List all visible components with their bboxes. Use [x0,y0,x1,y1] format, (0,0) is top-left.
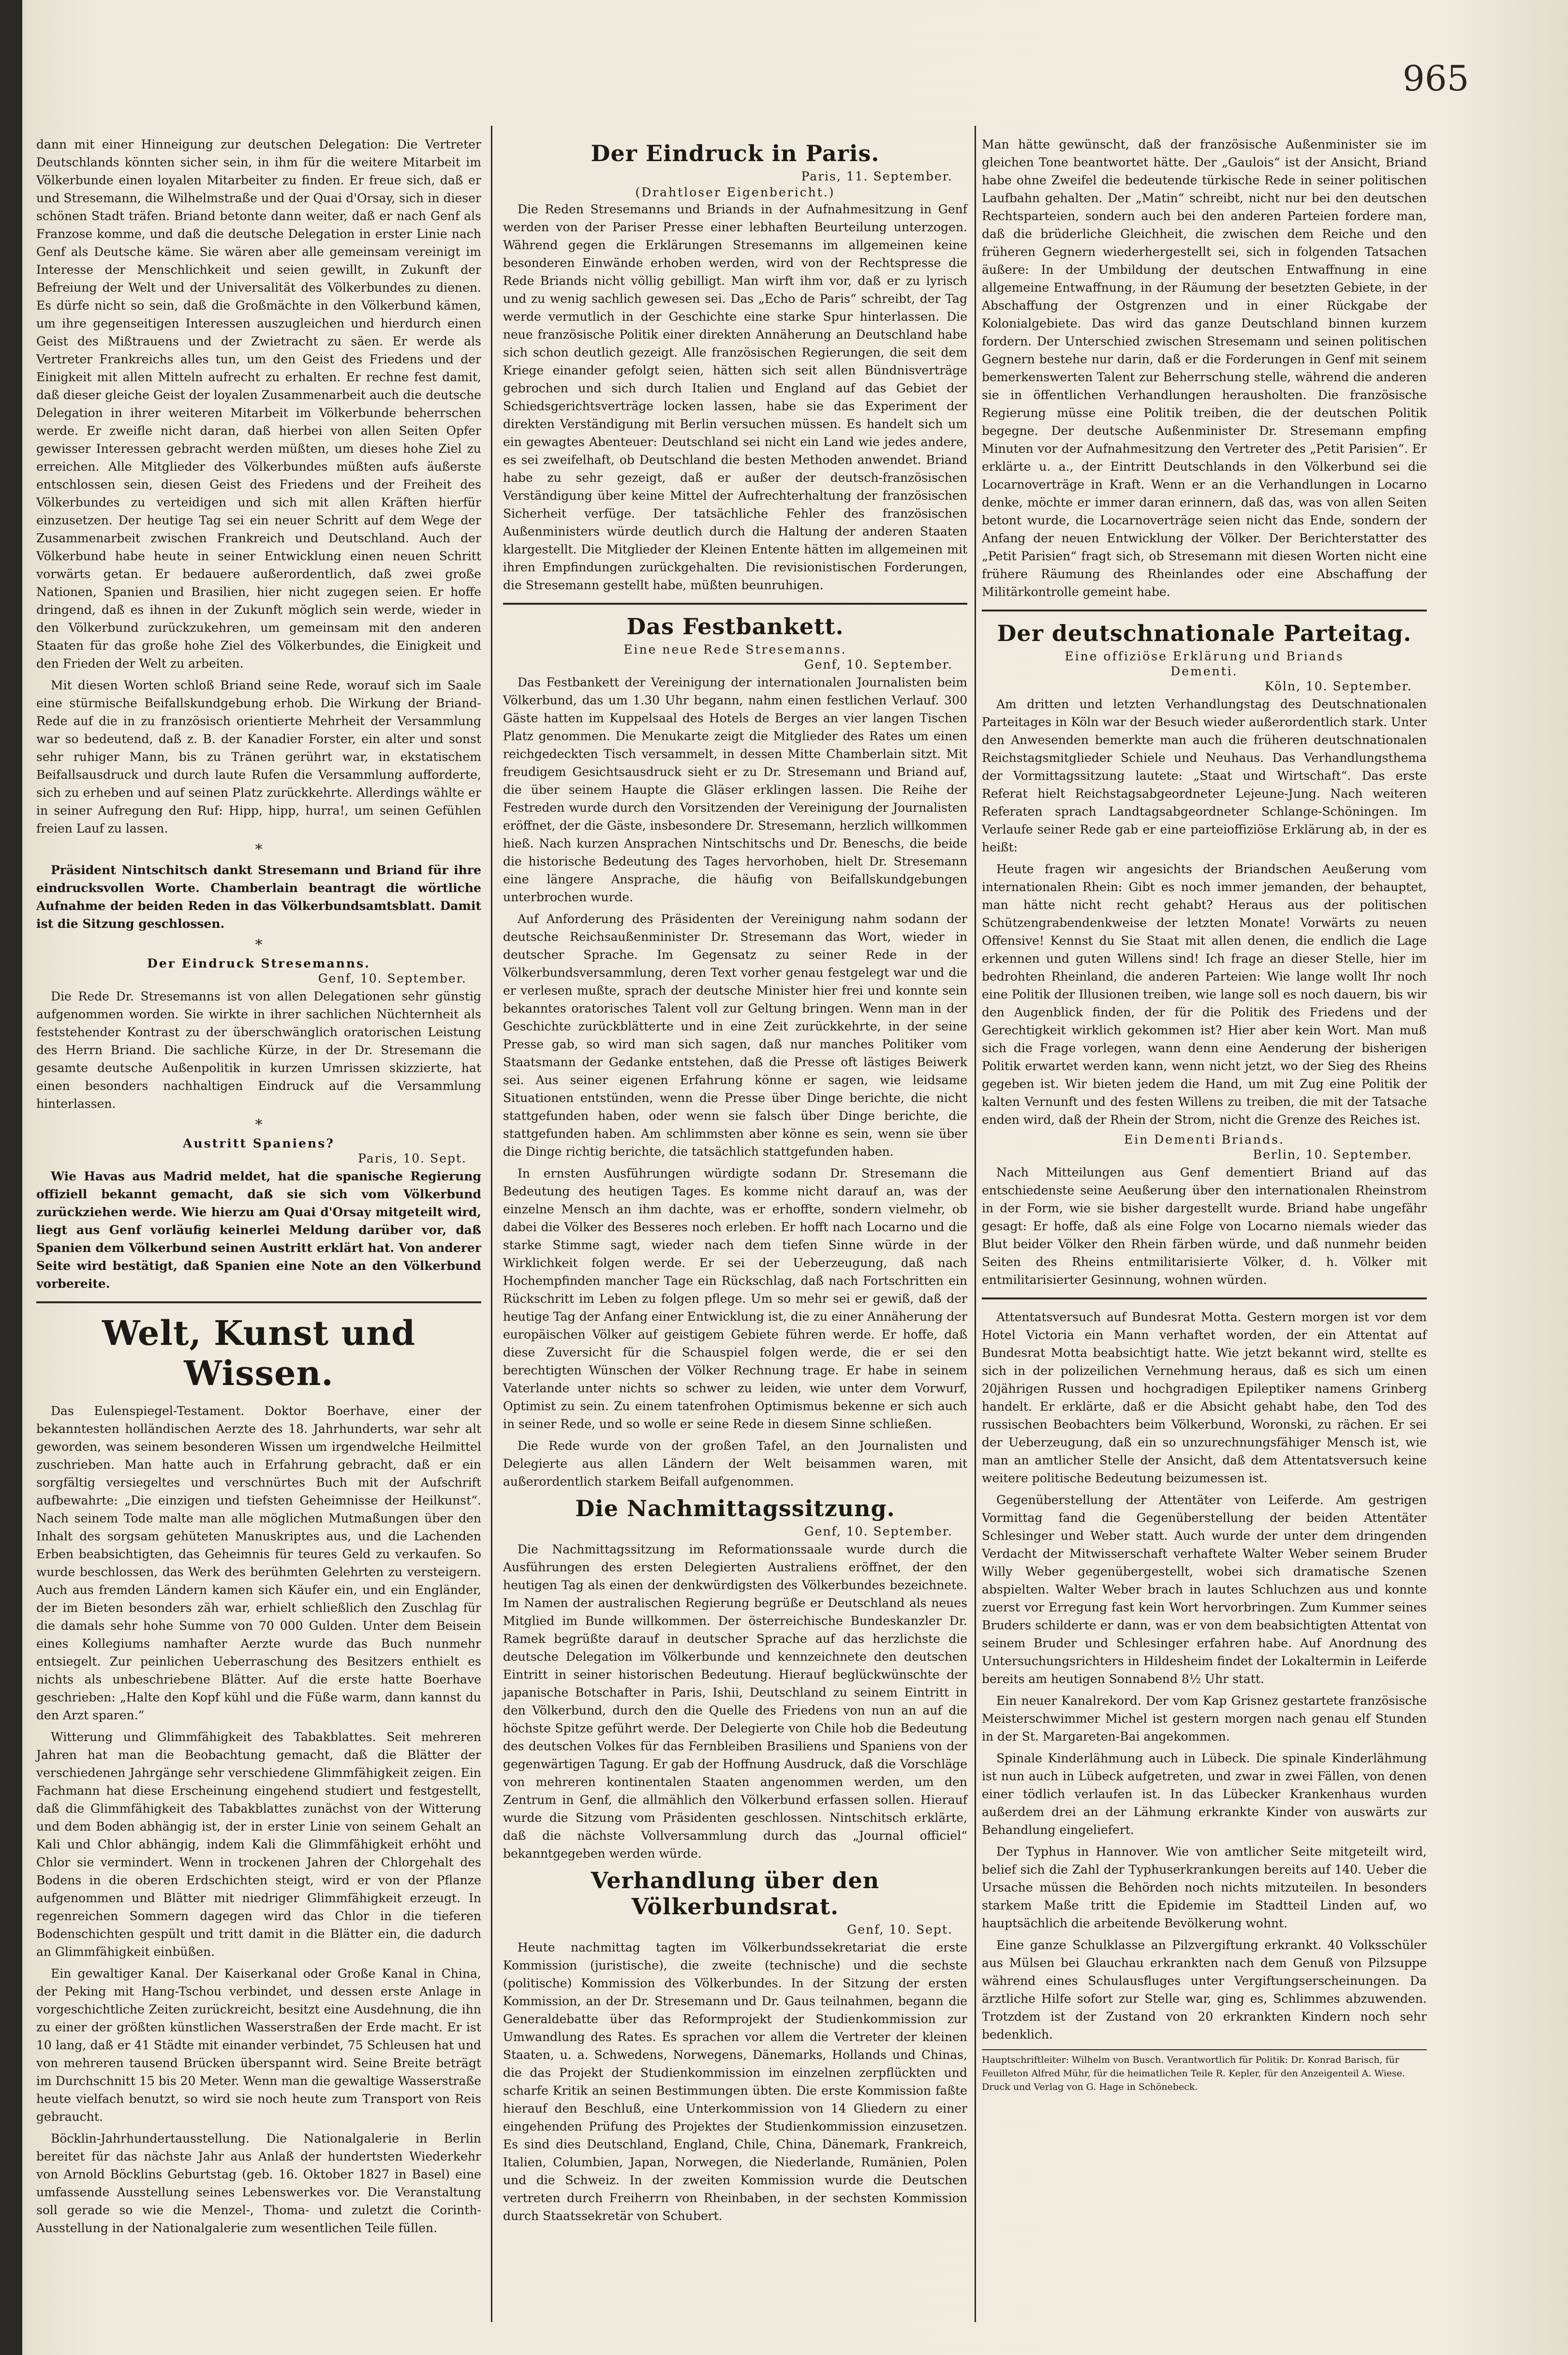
dateline: Paris, 11. September. [801,169,953,183]
parteitag-headline: Der deutschnationale Parteitag. [997,620,1412,646]
bankett-headline: Das Festbankett. [626,613,844,640]
news-item: Eine ganze Schulklasse an Pilzvergiftung erkrankt. 40 Volksschüler aus Mülsen bei Glauchau erkrankten nach dem Genuß von Pilzsuppe während eines Schulausfluges unter Vergiftungserscheinungen. Da ärztliche Hilfe sofort zur Stelle war, ging es, Schlimmes abzuwenden. Trotzdem ist der Zustand von 20 erkrankten Kindern noch sehr bedenklich. [982,1938,1427,2042]
news-item: Ein neuer Kanalrekord. Der vom Kap Grisnez gestartete französische Meisterschwimmer Michel ist gestern morgen nach genau elf Stunden in der St. Margareten-Bai angekommen. [982,1694,1427,1744]
article-text: Heute nachmittag tagten im Völkerbundssekretariat die erste Kommission (juristische), die zweite (technische) und die sechste (politische) Kommission des Völkerbundes. In der Sitzung der ersten Kommission, an der Dr. Stresemann und Dr. Gaus teilnahmen, begann die Generaldebatte über das Reformprojekt der Studienkommission zur Umwandlung des Rates. Es sprachen vor allem die Vertreter der kleinen Staaten, u. a. Schwedens, Norwegens, Dänemarks, Hollands und Chinas, die das Projekt der Studienkommission im einzelnen zerpflückten und scharfe Kritik an seinen Bestimmungen übten. Die erste Kommission faßte hierauf den Beschluß, eine Unterkommission von 14 Gliedern zu einer eingehenden Prüfung des Projektes der Studienkommission einzusetzen. Es sind dies Deutschland, England, Chile, China, Dänemark, Frankreich, Italien, Columbien, Japan, Norwegen, die Niederlande, Rumänien, Polen und die Schweiz. In der zweiten Kommission wurde die Deutschen vertreten durch Freiherrn von Rheinbaben, in der sechsten Kommission durch Staatssekretär von Schubert. [503,1940,967,2223]
feuilleton-title: Welt, Kunst und Wissen. [102,1313,416,1393]
news-item: Der Typhus in Hannover. Wie von amtlicher Seite mitgeteilt wird, belief sich die Zahl der Typhuserkrankungen bereits auf 140. Ueber die Ursache müssen die Behörden noch nichts mitzuteilen. In besonders starkem Maße tritt die Epidemie im Stadtteil Linden auf, wo hauptsächlich die arbeitende Bevölkerung wohnt. [982,1845,1427,1930]
subheadline: Eine neue Rede Stresemanns. [623,642,847,656]
news-item: Attentatsversuch auf Bundesrat Motta. Gestern morgen ist vor dem Hotel Victoria ein Mann verhaftet worden, der ein Attentat auf Bundesrat Motta beabsichtigt hatte. Wie jetzt bekannt wird, stellte es sich in der polizeilichen Vernehmung heraus, daß es sich um einen 20jährigen Russen und hochgradigen Epileptiker namens Grinberg handelt. Er erklärte, daß er die Absicht gehabt habe, den Tod des russischen Beobachters beim Völkerbund, Woronski, zu rächen. Er sei der Ueberzeugung, daß ein so unzurechnungsfähiger Mensch ist, wie man an amtlicher Stelle der Ansicht, daß dem Attentatsversuch keine weitere politische Bedeutung beizumessen ist. [982,1310,1427,1485]
article-text: Heute fragen wir angesichts der Briandschen Aeußerung vom internationalen Rhein: Gibt es noch immer jemanden, der behauptet, man hätte nicht recht gehabt? Heraus aus der politischen Schützengrabendenkweise der letzten Monate! Vorwärts zu neuen Offensive! Kennst du Sie Staat mit allen denen, die endlich die Lage erkennen und guten Willens sind! Ich frage an dieser Stelle, hier im bedrohten Rheinland, die anderen Parteien: Wie lange wollt Ihr noch eine Politik der Illusionen treiben, wie lange soll es noch dauern, bis wir den Augenblick finden, der für die Politik des Friedens und der Gerechtigkeit wirklich gekommen ist? Hier aber kein Wort. Man muß sich die Frage vorlegen, wann denn eine Aenderung der bisherigen Politik erwartet werden kann, wenn nicht jetzt, wo der Sieg des Rheins gegeben ist. Wir bieten jedem die Hand, um mit Zug eine Politik der kalten Vernunft und des festen Willens zu treiben, die mit der Tatsache enden wird, daß der Rhein der Strom, nicht die Grenze des Reiches ist. [982,862,1427,1127]
feuilleton-item: Ein gewaltiger Kanal. Der Kaiserkanal oder Große Kanal in China, der Peking mit Hang-Tschou verbindet, und dessen erste Anlage in vorgeschichtliche Zeiten zurückreicht, besitzt eine Ausdehnung, die ihn zu einer der größten künstlichen Wasserstraßen der Erde macht. Er ist 10 lang, daß er 41 Städte mit einander verbindet, 75 Schleusen hat und von mehreren tausend Brücken überspannt wird. Seine Breite beträgt im Durchschnitt 15 bis 20 Meter. Wenn man die gewaltige Wasserstraße heute vielfach benutzt, so wird sie noch heute zum Transport von Reis gebraucht. [36,1967,481,2124]
column-2 [503,135,967,2229]
president-note: Präsident Nintschitsch dankt Stresemann und Briand für ihre eindrucksvollen Worte. Chamberlain beantragt die wörtliche Aufnahme der beiden Reden in das Völkerbundsamtsblatt. Damit ist die Sitzung geschlossen. [36,863,481,931]
feuilleton-item: Witterung und Glimmfähigkeit des Tabakblattes. Seit mehreren Jahren hat man die Beobachtung gemacht, daß die Blätter der verschiedenen Jahrgänge sehr verschiedene Glimmfähigkeit zeigen. Ein Fachmann hat diese Erscheinung eingehend studiert und festgestellt, daß die Glimmfähigkeit des Tabakblattes zunächst von der Witterung und dem Boden abhängig ist, der in erster Linie von seinem Gehalt an Kali und Chlor abhängig, indem Kali die Glimmfähigkeit erhöht und Chlor sie vermindert. Wenn in trockenen Jahren der Chlorgehalt des Bodens in die oberen Erdschichten steigt, wird er von der Pflanze aufgenommen und Blätter mit niedriger Glimmfähigkeit erzeugt. In regenreichen Sommern dagegen wird das Chlor in die tieferen Bodenschichten gespült und tritt damit in die Blätter ein, die dadurch an Glimmfähigkeit einbüßen. [36,1730,481,1959]
separator-star: * [255,841,263,858]
section-divider [982,610,1427,611]
article-text: Wie Havas aus Madrid meldet, hat die spanische Regierung offiziell bekannt gemacht, daß sie sich vom Völkerbund zurückziehen werde. Wie hierzu am Quai d'Orsay mitgeteilt wird, liegt aus Genf vorläufig keinerlei Meldung darüber vor, daß Spanien dem Völkerbund seinen Austritt erklärt hat. Von anderer Seite wird bestätigt, daß Spanien eine Note an den Völkerbund vorbereite. [36,1169,481,1291]
subheadline: Eine offiziöse Erklärung und Briands [1065,649,1344,663]
column-rule-1 [491,126,492,2322]
feuilleton-item: Böcklin-Jahrhundertausstellung. Die Nationalgalerie in Berlin bereitet für das nächste Jahr aus Anlaß der hundertsten Wiederkehr von Arnold Böcklins Geburtstag (geb. 16. Oktober 1827 in Basel) eine umfassende Ausstellung seines Lebenswerkes vor. Die Veranstaltung soll gerade so wie die Menzel-, Thoma- und zuletzt die Corinth-Ausstellung in der Nationalgalerie zum wesentlichen Teile füllen. [36,2131,481,2235]
article-text: In ernsten Ausführungen würdigte sodann Dr. Stresemann die Bedeutung des heutigen Tages. Es komme nicht darauf an, was der einzelne Mensch an ihm dachte, was er erhoffte, sondern vielmehr, ob dabei die Völker des Besseres noch erleben. Er hofft nach Locarno und die starke Stimme sagt, wieder nach dem tiefen Sinne würde in der Wirklichkeit folgen werde. Er sei der Ueberzeugung, daß nach Hochempfinden mancher Tage ein Rückschlag, daß nach Fortschritten ein Rückschritt im Leben zu folgen pflege. Um so mehr sei er gewiß, daß der heutige Tag der Anfang einer Entwicklung ist, die zu einer Annäherung der europäischen Völker auf geistigem Gebiete führen werde. Er hoffe, daß diese Zuversicht für die Schauspiel folgen werde, die er sei den berechtigten Wünschen der Völker Rechnung trage. Er habe in seinem Vaterlande unter nichts so schwer zu leiden, wie unter dem Vorwurf, Optimist zu sein. Zu einem tatenfrohen Optimismus bekenne er sich auch in seiner Rede, und so wolle er seine Rede in diesem Sinne schließen. [503,1166,967,1431]
column-3 [982,135,1427,2094]
article-text: Man hätte gewünscht, daß der französische Außenminister sie im gleichen Tone beantwortet hätte. Der „Gaulois“ ist der Ansicht, Briand habe ohne Zweifel die bedeutende türkische Rede in seiner politischen Laufbahn gehalten. Der „Matin“ schreibt, nicht nur bei den deutschen Rechtsparteien, sondern auch bei den anderen Parteien fordere man, daß die brüderliche Gleichheit, die zwischen dem Reiche und den früheren Gegnern wiederhergestellt sei, sich in folgenden Tatsachen äußere: In der Umbildung der deutschen Entwaffnung in eine allgemeine Entwaffnung, in der Räumung der besetzten Gebiete, in der Abschaffung der Ostgrenzen und in einer Rückgabe der Kolonialgebiete. Das wird das ganze Deutschland binnen kurzem fordern. Der Unterschied zwischen Stresemann und seinen politischen Gegnern bestehe nur darin, daß er die Forderungen in Genf mit seinem bemerkenswerten Talent zur Beherrschung stelle, während die anderen sie in öffentlichen Verhandlungen herausholten. Die französische Regierung müsse eine Politik treiben, die der deutschen Politik begegne. Der deutsche Außenminister Dr. Stresemann empfing Minuten vor der Aufnahmesitzung den Vertreter des „Petit Parisien“. Er erklärte u. a., der Eintritt Deutschlands in den Völkerbund sei die Locarnoverträge in Kraft. Wenn er an die Verhandlungen in Locarno denke, möchte er immer daran erinnern, daß das, was von allen Seiten betont wurde, die Locarnoverträge seien nicht das Ende, sondern der Anfang der neuen Entwicklung der Völker. Der Berichterstatter des „Petit Parisien“ fragt sich, ob Stresemann mit diesen Worten nicht eine frühere Räumung des Rheinlandes oder eine Abschaffung der Militärkontrolle gemeint habe. [982,137,1427,599]
section-divider [503,603,967,605]
dateline: Paris, 10. Sept. [358,1151,467,1165]
column-rule-2 [975,126,976,2322]
dateline: Berlin, 10. September. [1253,1148,1412,1162]
paris-headline: Der Eindruck in Paris. [591,140,880,166]
section-divider [36,1301,481,1303]
separator-star: * [255,1117,263,1133]
article-text: Die Reden Stresemanns und Briands in der Aufnahmesitzung in Genf werden von der Pariser Presse einer lebhaften Beurteilung unterzogen. Während gegen die Erklärungen Stresemanns im allgemeinen keine besonderen Einwände erhoben werden, wird von der Rechtspresse die Rede Briands nicht völlig gebilligt. Man wirft ihm vor, daß er zu lyrisch und zu wenig sachlich gewesen sei. Das „Echo de Paris“ schreibt, der Tag werde vermutlich in der Geschichte eine starke Spur hinterlassen. Die neue französische Politik einer direkten Annäherung an Deutschland habe sich schon deutlich gezeigt. Alle französischen Regierungen, die seit dem Kriege einander gefolgt seien, hätten sich seit allen Bündnisverträge gebrochen und sich durch Italien und England auf das Gebiet der Schiedsgerichtsverträge locken lassen, habe sie das Experiment der direkten Verständigung mit Berlin versuchen müssen. Es handelt sich um ein gewagtes Abenteuer: Deutschland sei nicht ein Land wie jedes andere, es sei zweifelhaft, ob Deutschland die besten Methoden anwendet. Briand habe zu sehr gezeigt, daß er außer der deutsch-französischen Verständigung über keine Mittel der Aufrechterhaltung der französischen Sicherheit verfüge. Der tatsächliche Fehler des französischen Außenministers würde deutlich durch die Haltung der anderen Staaten klargestellt. Die Mitglieder der Kleinen Entente hätten im allgemeinen mit ihren Empfindungen zurückgehalten. Die revisionistischen Forderungen, die Stresemann gestellt habe, müßten beunruhigen. [503,202,967,592]
article-text: Auf Anforderung des Präsidenten der Vereinigung nahm sodann der deutsche Reichsaußenminister Dr. Stresemann das Wort, wieder in deutscher Sprache. Im Gegensatz zu seiner Rede in der Völkerbundsversammlung, deren Text vorher genau festgelegt war und die er verlesen mußte, sprach der deutsche Minister hier frei und konnte sein bekanntes oratorisches Talent voll zur Geltung bringen. Wenn man in der Geschichte zurückblätterte und in eine Zeit zurückkehrte, in der seine Presse gab, so wird man sich sagen, daß nur manches Politiker vom Staatsmann der Gedanke entstehen, daß die Presse oft lästiges Beiwerk sei. Aus seiner eigenen Erfahrung könne er sagen, wie leidsame Situationen entstünden, wenn die Presse über Dinge berichte, die nicht stattgefunden haben, oder wenn sie falsch über Dinge berichte, die stattgefunden haben. Am schlimmsten aber könne es sein, wenn sie über die Dinge richtig berichte, die tatsächlich stattgefunden haben. [503,912,967,1159]
separator-star: * [255,937,263,954]
verhandlung-headline: Verhandlung über den Völkerbundsrat. [591,1867,880,1920]
dateline: Genf, 10. September. [318,971,467,985]
article-text: Am dritten und letzten Verhandlungstag des Deutschnationalen Parteitages in Köln war der Besuch wieder außerordentlich stark. Unter den Anwesenden bemerkte man auch die früheren deutschnationalen Reichstagsmitglieder Schiele und Neuhaus. Das Verhandlungsthema der Vormittagssitzung lautete: „Staat und Wirtschaft“. Das erste Referat hielt Reichstagsabgeordneter Lejeune-Jung. Nach weiteren Referaten sprach Landtagsabgeordneter Schlange-Schöningen. Im Verlaufe seiner Rede gab er eine parteioffiziöse Erklärung ab, in der es heißt: [982,697,1427,854]
article-text: Das Festbankett der Vereinigung der internationalen Journalisten beim Völkerbund, das um 1.30 Uhr begann, nahm einen festlichen Verlauf. 300 Gäste hatten im Kuppelsaal des Hotels de Berges an vier langen Tischen Platz genommen. Die Menukarte zeigt die Mitglieder des Rates um einen reichgedeckten Tisch versammelt, in dessen Mitte Chamberlain sitzt. Mit freudigem Gesichtsausdruck sieht er zu Dr. Stresemann und Briand auf, die über seinem Haupte die Gläser erklingen lassen. Die Reihe der Festreden wurde durch den Vorsitzenden der Vereinigung der Journalisten eröffnet, der die Gäste, insbesondere Dr. Stresemann, herzlich willkommen hieß. Nach kurzen Ansprachen Nintschitschs und Dr. Beneschs, die beide die historische Bedeutung des Tages hervorhoben, hielt Dr. Stresemann eine längere Ansprache, die häufig von Beifallskundgebungen unterbrochen wurde. [503,675,967,904]
subheadline: Dementi. [1170,664,1238,678]
news-item: Gegenüberstellung der Attentäter von Leiferde. Am gestrigen Vormittag fand die Gegenüberstellung der beiden Attentäter Schlesinger und Weber statt. Auch wurde der unter dem dringenden Verdacht der Mitwisserschaft verhaftete Walter Weber seinem Bruder Willy Weber gegenübergestellt, wobei sich dramatische Szenen abspielten. Walter Weber brach in lautes Schluchzen aus und konnte zuerst vor Erregung fast kein Wort hervorbringen. Zum Kummer seines Bruders schilderte er dann, was er von dem beabsichtigten Attentat von seinem Bruder und Schlesinger erfahren habe. Auf Anordnung des Untersuchungsrichters in Hildesheim findet der Lokaltermin in Leiferde bereits am heutigen Sonnabend 8½ Uhr statt. [982,1493,1427,1686]
dateline: Genf, 10. September. [804,1524,953,1538]
briand-speech-paragraph: Mit diesen Worten schloß Briand seine Rede, worauf sich im Saale eine stürmische Beifallskundgebung erhob. Die Wirkung der Briand-Rede auf die in zu französisch orientierte Mehrheit der Versammlung war so bedeutend, daß z. B. der Kanadier Forster, ein alter und sonst sehr ruhiger Mann, bis zu Tränen gerührt war, in ekstatischem Beifallsausdruck und durch laute Rufen die Versammlung aufforderte, sich zu erheben und auf seinen Platz zurückkehrte. Allerdings wählte er in seiner Aufregung den Ruf: Hipp, hipp, hurra!, um seinen Gefühlen freien Lauf zu lassen. [36,678,481,835]
briand-speech-paragraph: dann mit einer Hinneigung zur deutschen Delegation: Die Vertreter Deutschlands könnten sicher sein, in ihm für die weitere Mitarbeit im Völkerbunde einen loyalen Mitarbeiter zu finden. Er freue sich, daß er und Stresemann, die Wilhelmstraße und der Quai d'Orsay, sich in dieser schönen Stadt träfen. Briand betonte dann weiter, daß er nach Genf als Franzose komme, und daß die deutsche Delegation in erster Linie nach Genf als Deutsche käme. Sie wären aber alle gemeinsam vereinigt im Interesse der Menschlichkeit und seien gewillt, in Zukunft der Befreiung der Welt und der Universalität des Völkerbundes zu dienen. Es dürfe nicht so sein, daß die Großmächte in den Völkerbund kämen, um ihre gegenseitigen Interessen auszugleichen und hierdurch einen Geist des Mißtrauens und der Zwietracht zu säen. Er werde als Vertreter Frankreichs alles tun, um den Geist des Friedens und der Einigkeit mit allen Mitteln aufrecht zu erhalten. Er rechne fest damit, daß dieser gleiche Geist der loyalen Zusammenarbeit auch die deutsche Delegation in ihrer weiteren Mitarbeit im Völkerbunde beherrschen werde. Er zweifle nicht daran, daß hierbei von allen Seiten Opfer gewisser Interessen gebracht werden müßten, um dieses hohe Ziel zu erreichen. Alle Mitglieder des Völkerbundes müßten aufs äußerste entschlossen sein, diesen Geist des Friedens und der Freiheit des Völkerbundes zu verteidigen und sich mit allen Kräften hierfür einzusetzen. Der heutige Tag sei ein neuer Schritt auf dem Wege der Zusammenarbeit zwischen Frankreich und Deutschland. Auch der Völkerbund habe heute in seiner Entwicklung einen neuen Schritt vorwärts getan. Er bedauere außerordentlich, daß zwei große Nationen, Spanien und Brasilien, hier nicht zugegen seien. Er hoffe dringend, daß es ihnen in der Zukunft möglich sein werde, wieder in den Völkerbund zurückzukehren, um gemeinsam mit den anderen Staaten für das große hohe Ziel des Völkerbundes, die Einigkeit und den Frieden der Welt zu arbeiten. [36,137,481,671]
article-text: Die Nachmittagssitzung im Reformationssaale wurde durch die Ausführungen des ersten Delegierten Australiens eröffnet, der den heutigen Tag als einen der denkwürdigsten des Völkerbundes bezeichnete. Im Namen der australischen Regierung begrüße er Deutschland als neues Mitglied im Bunde willkommen. Der österreichische Bundeskanzler Dr. Ramek begrüßte darauf in deutscher Sprache auf das herzlichste die deutsche Delegation im Völkerbunde und kennzeichnete den deutschen Eintritt in seiner historischen Bedeutung. Hierauf beglückwünschte der japanische Botschafter in Paris, Ishii, Deutschland zu seinem Eintritt in den Völkerbund, durch den die Quelle des Friedens von nun an auf die höchste Spitze geführt werde. Der Delegierte von Chile hob die Bedeutung des deutschen Volkes für das Fernbleiben Brasiliens und Spaniens von der gegenwärtigen Tagung. Er gab der Hoffnung Ausdruck, daß die Vorschläge von mehreren kontinentalen Staaten angenommen werden, um den Zentrum in Genf, die allmählich den Völkerbund erfassen sollen. Hierauf wurde die Sitzung vom Präsidenten geschlossen. Nintschitsch erklärte, daß die nächste Vollversammlung durch das „Journal officiel“ bekanntgegeben werden würde. [503,1542,967,1861]
dementi-title: Ein Dementi Briands. [1124,1133,1285,1147]
nachmittag-headline: Die Nachmittagssitzung. [575,1495,895,1521]
binding-edge [0,0,22,2355]
news-item: Spinale Kinderlähmung auch in Lübeck. Die spinale Kinderlähmung ist nun auch in Lübeck aufgetreten, und zwar in zwei Fällen, von denen einer tödlich verlaufen ist. In das Lübecker Krankenhaus wurden außerdem drei an der Lähmung erkrankte Kinder von auswärts zur Behandlung eingeliefert. [982,1751,1427,1837]
dateline: Genf, 10. Sept. [847,1923,953,1937]
column-1 [36,135,481,2241]
imprint: Hauptschriftleiter: Wilhelm von Busch. Verantwortlich für Politik: Dr. Konrad Barisch, für Feuilleton Alfred Mühr, für die heimatlichen Teile R. Kepler, für den Anzeigenteil A. Wiese. Druck und Verlag von G. Hage in Schönebeck. [982,2049,1427,2094]
article-text: Die Rede Dr. Stresemanns ist von allen Delegationen sehr günstig aufgenommen worden. Sie wirkte in ihrer sachlichen Nüchternheit als feststehender Kontrast zu der überschwänglich oratorischen Leistung des Herrn Briand. Die sachliche Kürze, in der Dr. Stresemann die gesamte deutsche Außenpolitik in kurzen Umrissen skizzierte, hat einen besonders nachhaltigen Eindruck auf die Versammlung hinterlassen. [36,989,481,1111]
article-text: Die Rede wurde von der großen Tafel, an den Journalisten und Delegierte aus allen Ländern der Welt beisammen waren, mit außerordentlich starkem Beifall aufgenommen. [503,1439,967,1489]
section-divider [982,1297,1427,1299]
article-text: Nach Mitteilungen aus Genf dementiert Briand auf das entschiedenste seine Aeußerung über den internationalen Rheinstrom in der Form, wie sie bisher dargestellt wurde. Briand habe ungefähr gesagt: Er hoffe, daß als eine Folge von Locarno niemals wieder das Blut beider Völker den Rhein färben würde, und daß nunmehr beiden Seiten des Rheins entmilitarisierte Völker, d. h. Völker mit entmilitarisierter Gesinnung, wohnen würden. [982,1165,1427,1287]
feuilleton-item: Das Eulenspiegel-Testament. Doktor Boerhave, einer der bekanntesten holländischen Aerzte des 18. Jahrhunderts, war sehr alt geworden, was seinem besonderen Wissen um irgendwelche Heilmittel zuschrieben. Man hatte auch in Erfahrung gebracht, daß er ein sorgfältig versiegeltes und verschnürtes Buch mit der Aufschrift aufbewahrte: „Die einzigen und tiefsten Geheimnisse der Heilkunst“. Nach seinem Tode malte man alle möglichen Mutmaßungen über den Inhalt des sorgsam gehüteten Manuskriptes aus, und die Lachenden Erben beabsichtigten, das Geheimnis für teures Geld zu verkaufen. So wurde beschlossen, das Werk des berühmten Gelehrten zu versteigern. Auch aus fremden Ländern kamen sich Käufer ein, und ein Engländer, der im Bieten besonders zäh war, erhielt schließlich den Zuschlag für die damals sehr hohe Summe von 70 000 Gulden. Unter dem Beisein eines Kollegiums namhafter Aerzte wurde das Buch nunmehr entsiegelt. Zur peinlichen Ueberraschung des Besitzers enthielt es nichts als unbeschriebene Blätter. Auf die erste hatte Boerhave geschrieben: „Halte den Kopf kühl und die Füße warm, dann kannst du den Arzt sparen.“ [36,1404,481,1722]
eindruck-stresemann-title: Der Eindruck Stresemanns. [147,956,370,970]
dateline: Köln, 10. September. [1264,679,1412,693]
subheadline: (Drahtloser Eigenbericht.) [635,185,835,199]
austritt-spaniens-title: Austritt Spaniens? [183,1136,335,1150]
dateline: Genf, 10. September. [804,657,953,671]
page-number: 965 [1403,58,1469,99]
